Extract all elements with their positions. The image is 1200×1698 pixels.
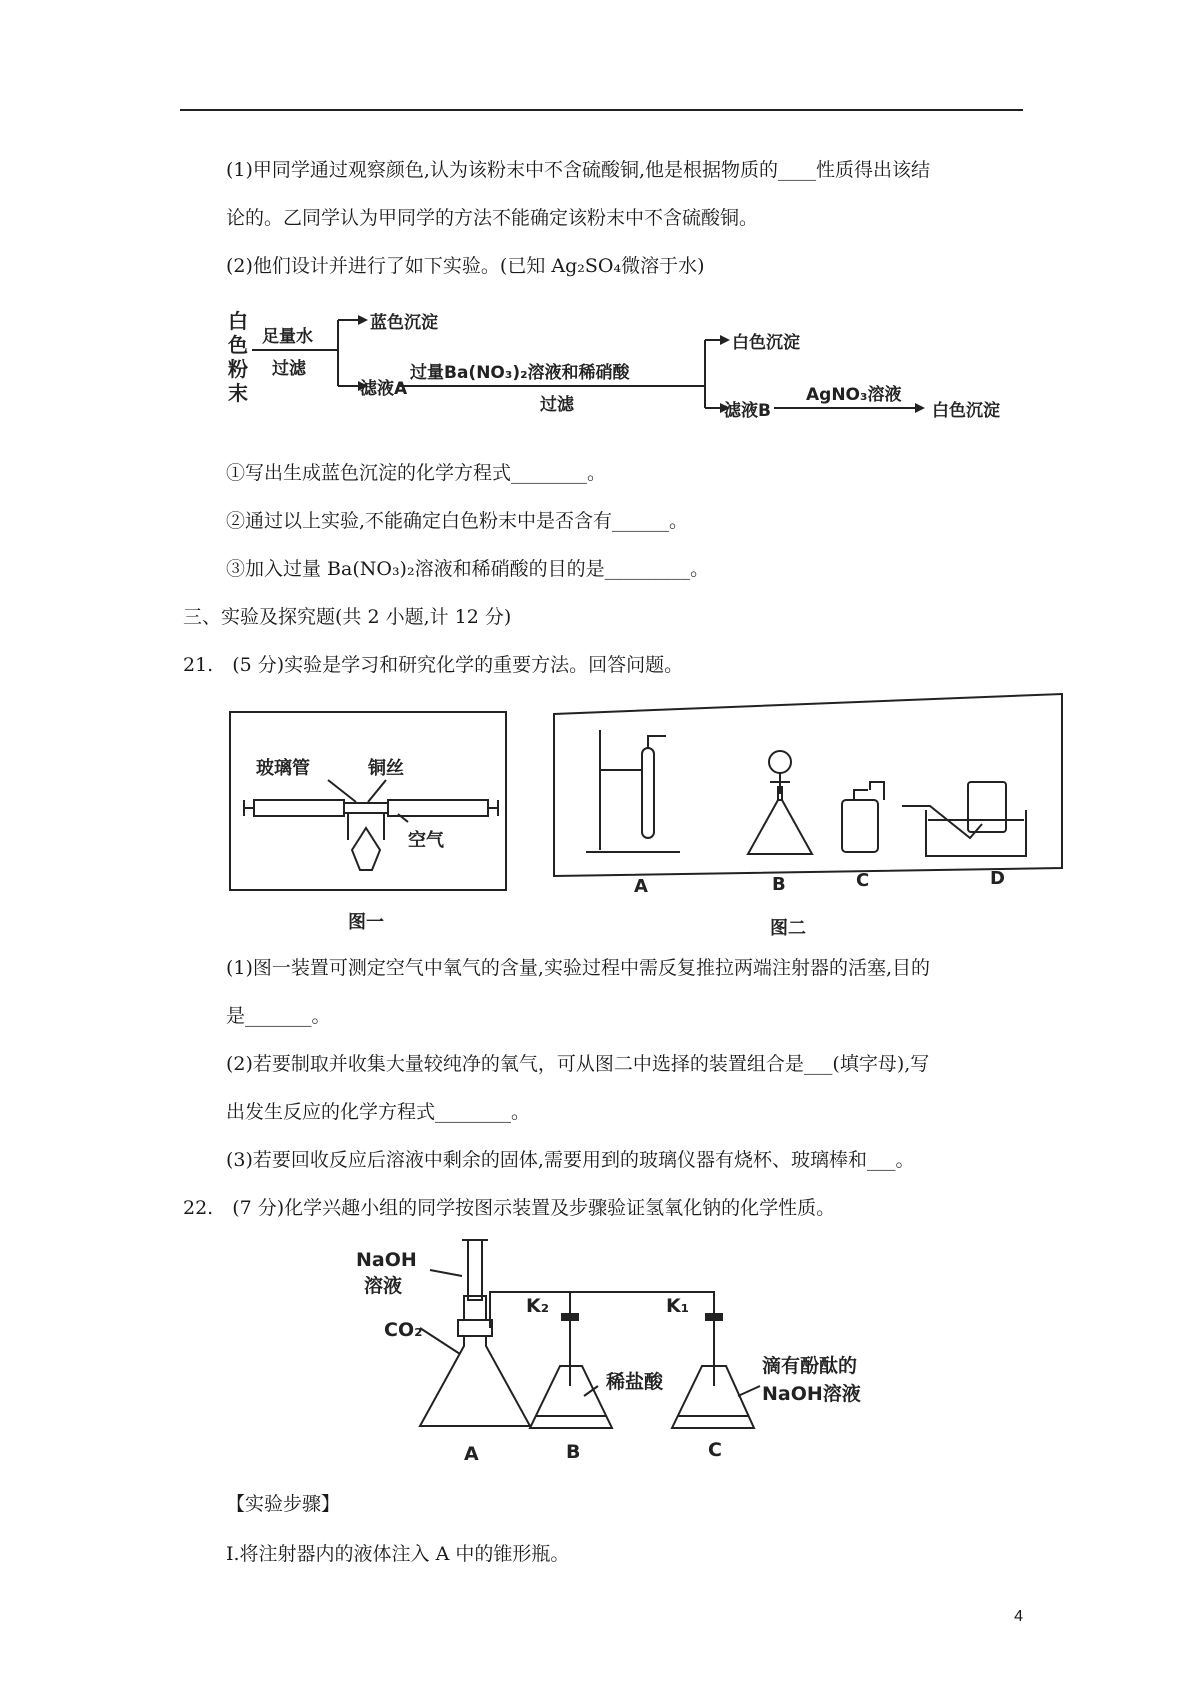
q20-part2: (2)他们设计并进行了如下实验。(已知 Ag₂SO₄微溶于水) — [226, 255, 705, 277]
test-tube-a — [642, 748, 654, 838]
flow-white-precipitate-2: 白色沉淀 — [932, 401, 1000, 421]
q22-stem: 22. (7 分)化学兴趣小组的同学按图示装置及步骤验证氢氧化钠的化学性质。 — [183, 1197, 836, 1219]
fig1-caption: 图一 — [348, 912, 384, 933]
label-naoh-2: 溶液 — [364, 1275, 403, 1297]
q20-sub2: ②通过以上实验,不能确定白色粉末中是否含有______。 — [226, 510, 689, 532]
header-rule — [180, 109, 1023, 111]
q21-stem: 21. (5 分)实验是学习和研究化学的重要方法。回答问题。 — [183, 654, 684, 676]
page-number: 4 — [1014, 1608, 1023, 1625]
q21-part3: (3)若要回收反应后溶液中剩余的固体,需要用到的玻璃仪器有烧杯、玻璃棒和___。 — [226, 1149, 915, 1171]
flow-step2-top: 过量Ba(NO₃)₂溶液和稀硝酸 — [410, 363, 630, 383]
flask-a — [420, 1336, 530, 1426]
flow-filtrate-b: 滤液B — [724, 401, 771, 421]
glass-tube — [344, 803, 388, 813]
separation-flowchart — [220, 300, 1080, 440]
right-syringe — [388, 800, 488, 816]
label-co2: CO₂ — [384, 1319, 423, 1341]
fig2-label-c: C — [856, 870, 870, 891]
label-dilute-hcl: 稀盐酸 — [606, 1371, 664, 1393]
section-3-heading: 三、实验及探究题(共 2 小题,计 12 分) — [183, 606, 512, 628]
flow-filtrate-a: 滤液A — [360, 379, 408, 399]
flow-step2-bottom: 过滤 — [540, 395, 574, 415]
label-phenolphthalein-2: NaOH溶液 — [762, 1383, 861, 1405]
q20-sub1: ①写出生成蓝色沉淀的化学方程式________。 — [226, 462, 607, 484]
flow-white-precipitate-1: 白色沉淀 — [732, 333, 800, 353]
label-c: C — [708, 1439, 722, 1461]
figure-1-apparatus — [228, 710, 510, 940]
fig1-label-air: 空气 — [408, 830, 444, 851]
label-k1: K₁ — [666, 1295, 690, 1317]
fig2-caption: 图二 — [770, 918, 806, 939]
figure-2-apparatus — [550, 690, 1070, 940]
flow-arrow-3 — [720, 335, 730, 345]
flow-arrow-1 — [358, 315, 368, 325]
label-b: B — [566, 1441, 581, 1463]
bottle-c — [842, 800, 878, 852]
left-syringe — [254, 800, 344, 816]
flow-step1-top: 足量水 — [262, 327, 313, 347]
flow-start-char-2: 色 — [228, 333, 248, 357]
fig1-label-wire: 铜丝 — [368, 758, 404, 779]
flow-arrow-5 — [915, 403, 925, 413]
funnel-b — [769, 751, 791, 773]
label-naoh-1: NaOH — [356, 1249, 417, 1271]
flow-step1-bottom: 过滤 — [272, 359, 306, 379]
q20-part1-line1: (1)甲同学通过观察颜色,认为该粉末中不含硫酸铜,他是根据物质的____性质得出该结 — [226, 159, 930, 181]
alcohol-lamp — [352, 828, 380, 870]
clip-k2 — [562, 1314, 578, 1320]
clip-k1 — [706, 1314, 722, 1320]
collecting-bottle-d — [968, 782, 1006, 832]
fig2-label-d: D — [990, 868, 1005, 889]
q22-step1: I.将注射器内的液体注入 A 中的锥形瓶。 — [226, 1543, 570, 1565]
flow-step3-top: AgNO₃溶液 — [806, 385, 902, 405]
fig1-label-tube: 玻璃管 — [256, 758, 310, 779]
q21-part1-line1: (1)图一装置可测定空气中氧气的含量,实验过程中需反复推拉两端注射器的活塞,目的 — [226, 957, 930, 979]
label-phenolphthalein-1: 滴有酚酞的 — [762, 1355, 858, 1377]
q20-sub3: ③加入过量 Ba(NO₃)₂溶液和稀硝酸的目的是_________。 — [226, 558, 710, 580]
fig2-label-a: A — [634, 876, 648, 897]
q21-part2-line1: (2)若要制取并收集大量较纯净的氧气，可从图二中选择的装置组合是___(填字母),写 — [226, 1053, 930, 1075]
fig2-label-b: B — [772, 874, 786, 895]
flask-b — [748, 800, 812, 854]
q20-part1-line2: 论的。乙同学认为甲同学的方法不能确定该粉末中不含硫酸铜。 — [226, 207, 759, 229]
flow-blue-precipitate: 蓝色沉淀 — [370, 313, 438, 333]
q21-part2-line2: 出发生反应的化学方程式________。 — [226, 1101, 531, 1123]
label-k2: K₂ — [526, 1295, 550, 1317]
flow-start-char-1: 白 — [228, 309, 248, 333]
q22-apparatus — [350, 1236, 910, 1466]
syringe — [468, 1240, 482, 1300]
q22-steps-heading: 【实验步骤】 — [226, 1493, 341, 1515]
flow-start-char-3: 粉 — [228, 357, 248, 381]
flow-start-char-4: 末 — [228, 381, 248, 405]
label-a: A — [464, 1443, 479, 1465]
q21-part1-line2: 是_______。 — [226, 1005, 331, 1027]
